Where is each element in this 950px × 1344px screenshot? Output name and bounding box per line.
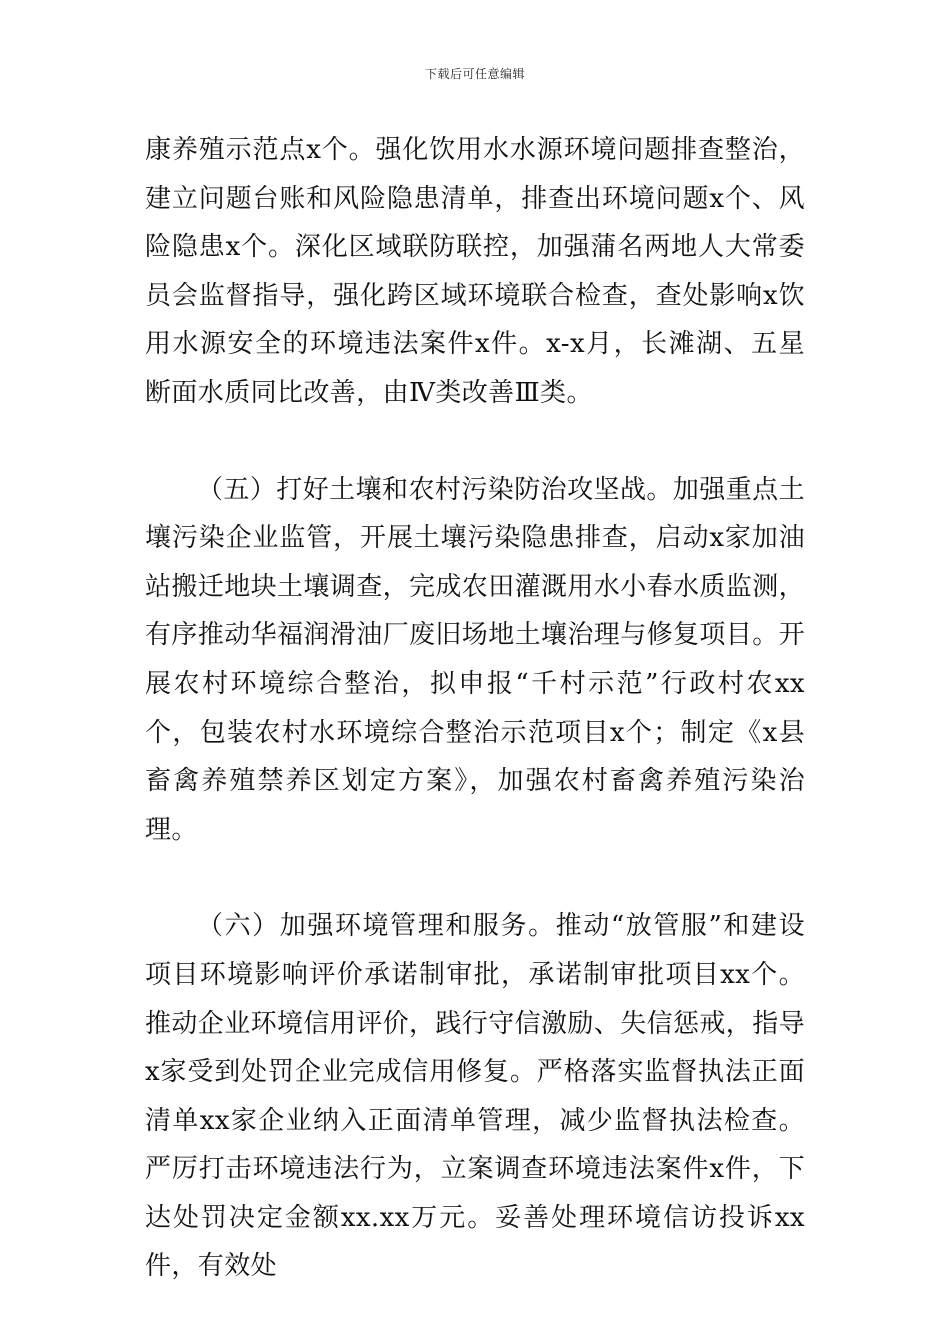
document-body xyxy=(145,126,805,1291)
paragraph-spacer xyxy=(145,418,805,466)
page-header-note: 下载后可任意编辑 xyxy=(424,67,525,81)
paragraph-section-5: （五）打好土壤和农村污染防治攻坚战。加强重点土壤污染企业监管，开展土壤污染隐患排查，启动x家加油站搬迁地块土壤调查，完成农田灌溉用水小春水质监测，有序推动华福润滑油厂废旧场地土壤治理与修复项目。开展农村环境综合整治，拟申报“千村示范”行政村农xx个，包装农村水环境综合整治示范项目x个；制定《x县畜禽养殖禁养区划定方案》，加强农村畜禽养殖污染治理。 xyxy=(145,474,806,845)
paragraph-spacer xyxy=(145,854,805,902)
paragraph-continuation: 康养殖示范点x个。强化饮用水水源环境问题排查整治，建立问题台账和风险隐患清单，排查出环境问题x个、风险隐患x个。深化区域联防联控，加强蒲名两地人大常委员会监督指导，强化跨区域环境联合检查，查处影响x饮用水源安全的环境违法案件x件。x-x月，长滩湖、五星断面水质同比改善，由Ⅳ类改善Ⅲ类。 xyxy=(145,135,805,408)
paragraph-section-6: （六）加强环境管理和服务。推动“放管服”和建设项目环境影响评价承诺制审批，承诺制审批项目xx个。推动企业环境信用评价，践行守信激励、失信惩戒，指导x家受到处罚企业完成信用修复。严格落实监督执法正面清单xx家企业纳入正面清单管理，减少监督执法检查。严厉打击环境违法行为，立案调查环境违法案件x件，下达处罚决定金额xx.xx万元。妥善处理环境信访投诉xx件，有效处 xyxy=(145,911,806,1282)
